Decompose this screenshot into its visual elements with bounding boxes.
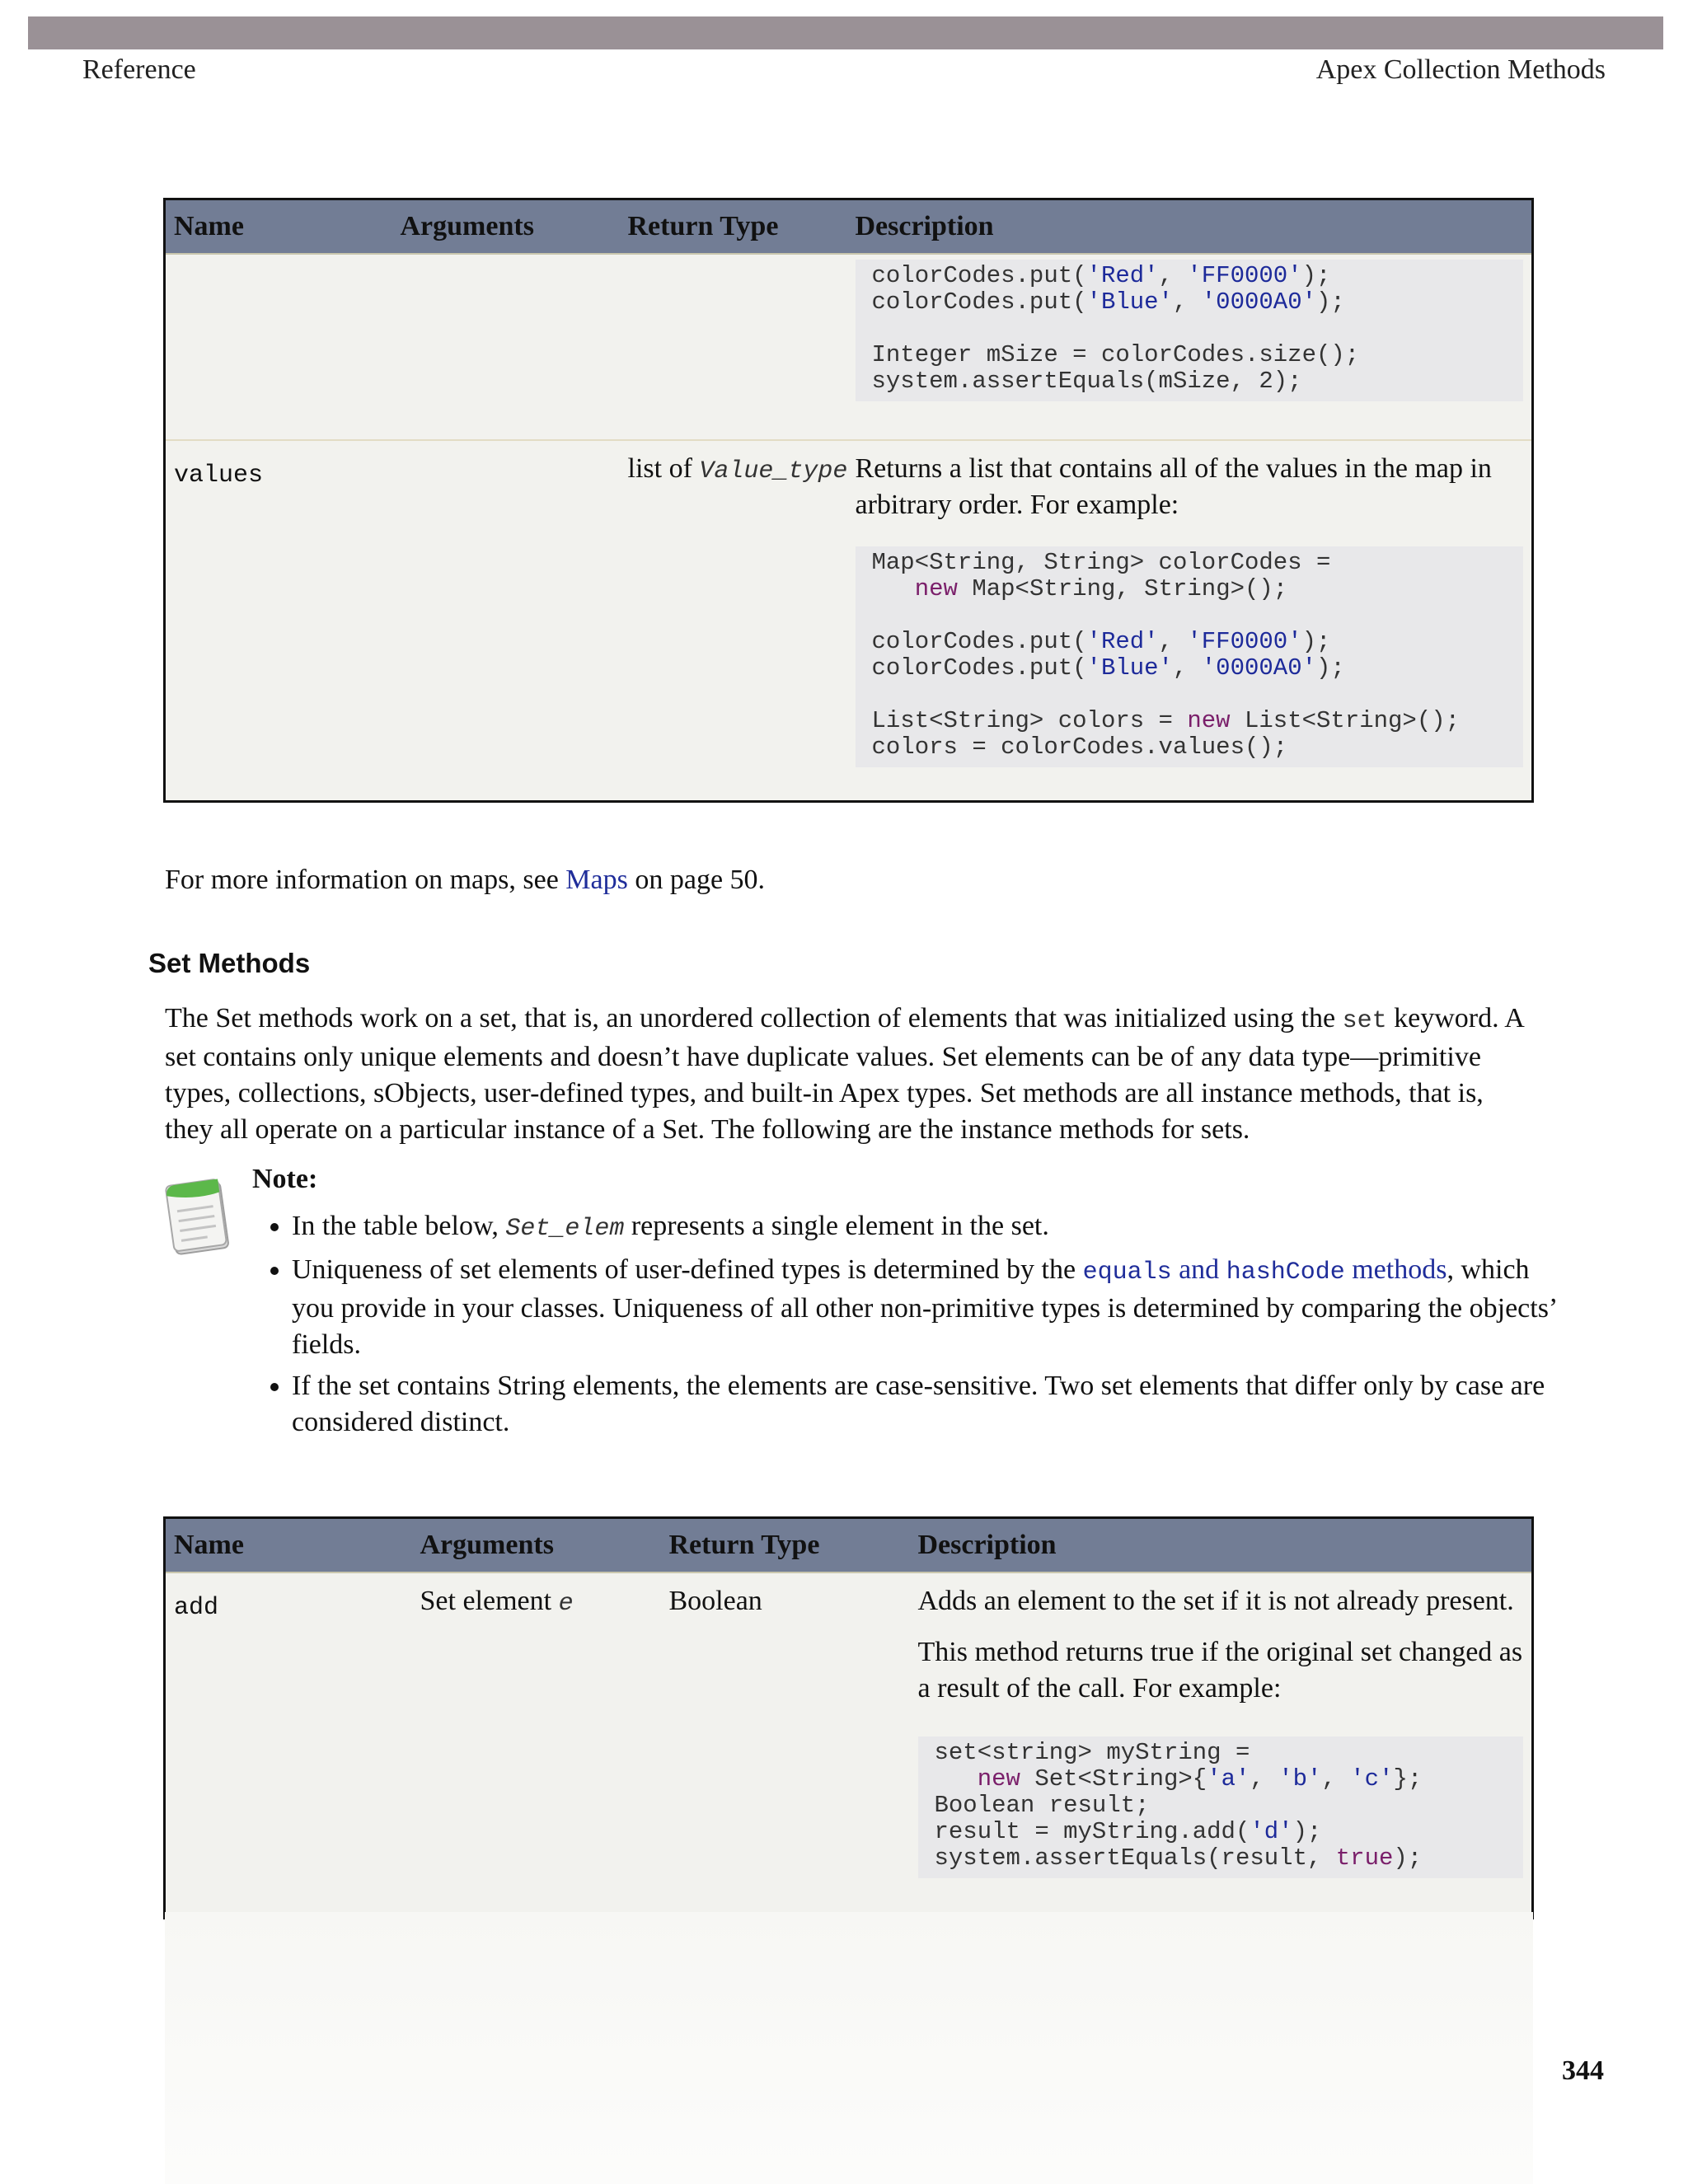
section-heading: Set Methods [148, 948, 311, 978]
code-token: }; [1393, 1765, 1423, 1793]
argument-cell: Set element e [420, 1586, 574, 1618]
code-token: 'd' [1250, 1818, 1293, 1845]
header-section: Reference [82, 54, 196, 85]
maps-link[interactable]: Maps [565, 865, 628, 895]
code-token: 'Blue' [1086, 288, 1173, 316]
code-token: 'Red' [1086, 262, 1159, 289]
note-icon [162, 1170, 237, 1261]
code-token: 'Blue' [1086, 654, 1173, 682]
code-token: , [1172, 288, 1202, 316]
code-token: result = myString.add( [934, 1818, 1250, 1845]
list-item: • In the table below, Set_elem represents a single element in the set. [292, 1208, 1578, 1247]
code-block [918, 1736, 1524, 1878]
code-token: Boolean result; [934, 1792, 1150, 1819]
code-token: colorCodes.put( [871, 628, 1087, 655]
code-token: , [1321, 1765, 1351, 1793]
list-item: • If the set contains String elements, the elements are case-sensitive. Two set elements that differ only by case are considered distinct. [292, 1368, 1578, 1441]
code-token: Map<String, String>(); [957, 575, 1288, 602]
code-token: , [1250, 1765, 1279, 1793]
header-bar [28, 16, 1663, 49]
code-token: , [1158, 628, 1188, 655]
code-token: new [1187, 707, 1231, 734]
code-token: Set<String>{ [1020, 1765, 1207, 1793]
code-token: ); [1393, 1844, 1423, 1872]
code-token: '0000A0' [1201, 654, 1317, 682]
note-list [256, 1208, 1578, 1446]
code-token: 'c' [1350, 1765, 1394, 1793]
code-token: , [1172, 654, 1202, 682]
method-name-values: values [174, 462, 264, 490]
code-token: colorCodes.put( [871, 288, 1087, 316]
col-description: Description [847, 199, 1533, 255]
code-token: ); [1301, 628, 1331, 655]
code-token: true [1335, 1844, 1394, 1872]
method-description-detail: This method returns true if the original set changed as a result of the call. For example: [917, 1637, 1523, 1704]
code-token: set<string> myString = [934, 1739, 1250, 1766]
code-token: ); [1316, 288, 1345, 316]
set-intro-paragraph: The Set methods work on a set, that is, an unordered collection of elements that was initialized using the set keyword. A set contains only unique elements and doesn’t have duplicate values. Set elements can be of any data type—primitive types, collections, sObjects, user-defined types, and built-in Apex types. Set methods are all instance methods, that is, they all operate on a particular instance of a Set. The following are the instance methods for sets. [165, 1003, 1523, 1145]
code-token: colorCodes.put( [871, 262, 1087, 289]
code-token: '0000A0' [1201, 288, 1317, 316]
code-token: system.assertEquals(result, [934, 1844, 1336, 1872]
table-header-row [165, 199, 1533, 255]
code-block [856, 260, 1524, 401]
method-description: Returns a list that contains all of the values in the map in arbitrary order. For example: [855, 453, 1492, 520]
code-token: 'FF0000' [1187, 262, 1302, 289]
list-item: • Uniqueness of set elements of user-defined types is determined by the equals and hashCode methods, which you provide in your classes. Uniqueness of all other non-primitive types is determined by comparing the objects’ fields. [292, 1252, 1578, 1363]
table-header-row [165, 1518, 1533, 1573]
set-methods-table [163, 1516, 1534, 1919]
code-token: 'FF0000' [1187, 628, 1302, 655]
code-token: 'Red' [1086, 628, 1159, 655]
code-token: List<String> colors = [871, 707, 1188, 734]
code-token: colors = colorCodes.values(); [871, 733, 1288, 761]
code-token: ); [1292, 1818, 1322, 1845]
table-row [165, 254, 1533, 440]
code-token: new [977, 1765, 1020, 1793]
code-token: 'b' [1278, 1765, 1322, 1793]
code-token: system.assertEquals(mSize, 2); [871, 368, 1302, 395]
code-token: ); [1301, 262, 1331, 289]
return-type-cell: Boolean [668, 1586, 762, 1616]
col-arguments: Arguments [392, 199, 620, 255]
col-arguments: Arguments [412, 1518, 661, 1573]
code-token [872, 575, 915, 602]
table-row [165, 440, 1533, 802]
code-token: 'a' [1207, 1765, 1250, 1793]
table-row [165, 1572, 1533, 1919]
code-block [856, 546, 1524, 767]
col-return-type: Return Type [661, 1518, 910, 1573]
code-token: colorCodes.put( [871, 654, 1087, 682]
col-return-type: Return Type [620, 199, 847, 255]
note-title: Note: [252, 1164, 318, 1194]
col-name: Name [165, 199, 392, 255]
page-number: 344 [1562, 2055, 1604, 2086]
header-title: Apex Collection Methods [1315, 54, 1606, 85]
faded-region [165, 1912, 1533, 2184]
maps-info-paragraph: For more information on maps, see Maps on page 50. [165, 865, 766, 895]
method-name-add: add [174, 1594, 219, 1622]
code-token [935, 1765, 978, 1793]
col-name: Name [165, 1518, 412, 1573]
code-token: , [1158, 262, 1188, 289]
code-token: ); [1316, 654, 1345, 682]
code-token: new [914, 575, 958, 602]
map-methods-table [163, 198, 1534, 803]
code-token: List<String>(); [1230, 707, 1461, 734]
method-description: Adds an element to the set if it is not already present. [917, 1586, 1514, 1616]
equals-hashcode-link[interactable]: equals and hashCode methods [1082, 1254, 1447, 1286]
return-type-cell: list of Value_type [627, 453, 848, 485]
col-description: Description [910, 1518, 1533, 1573]
code-token: Map<String, String> colorCodes = [871, 549, 1331, 576]
code-token: Integer mSize = colorCodes.size(); [871, 341, 1360, 368]
